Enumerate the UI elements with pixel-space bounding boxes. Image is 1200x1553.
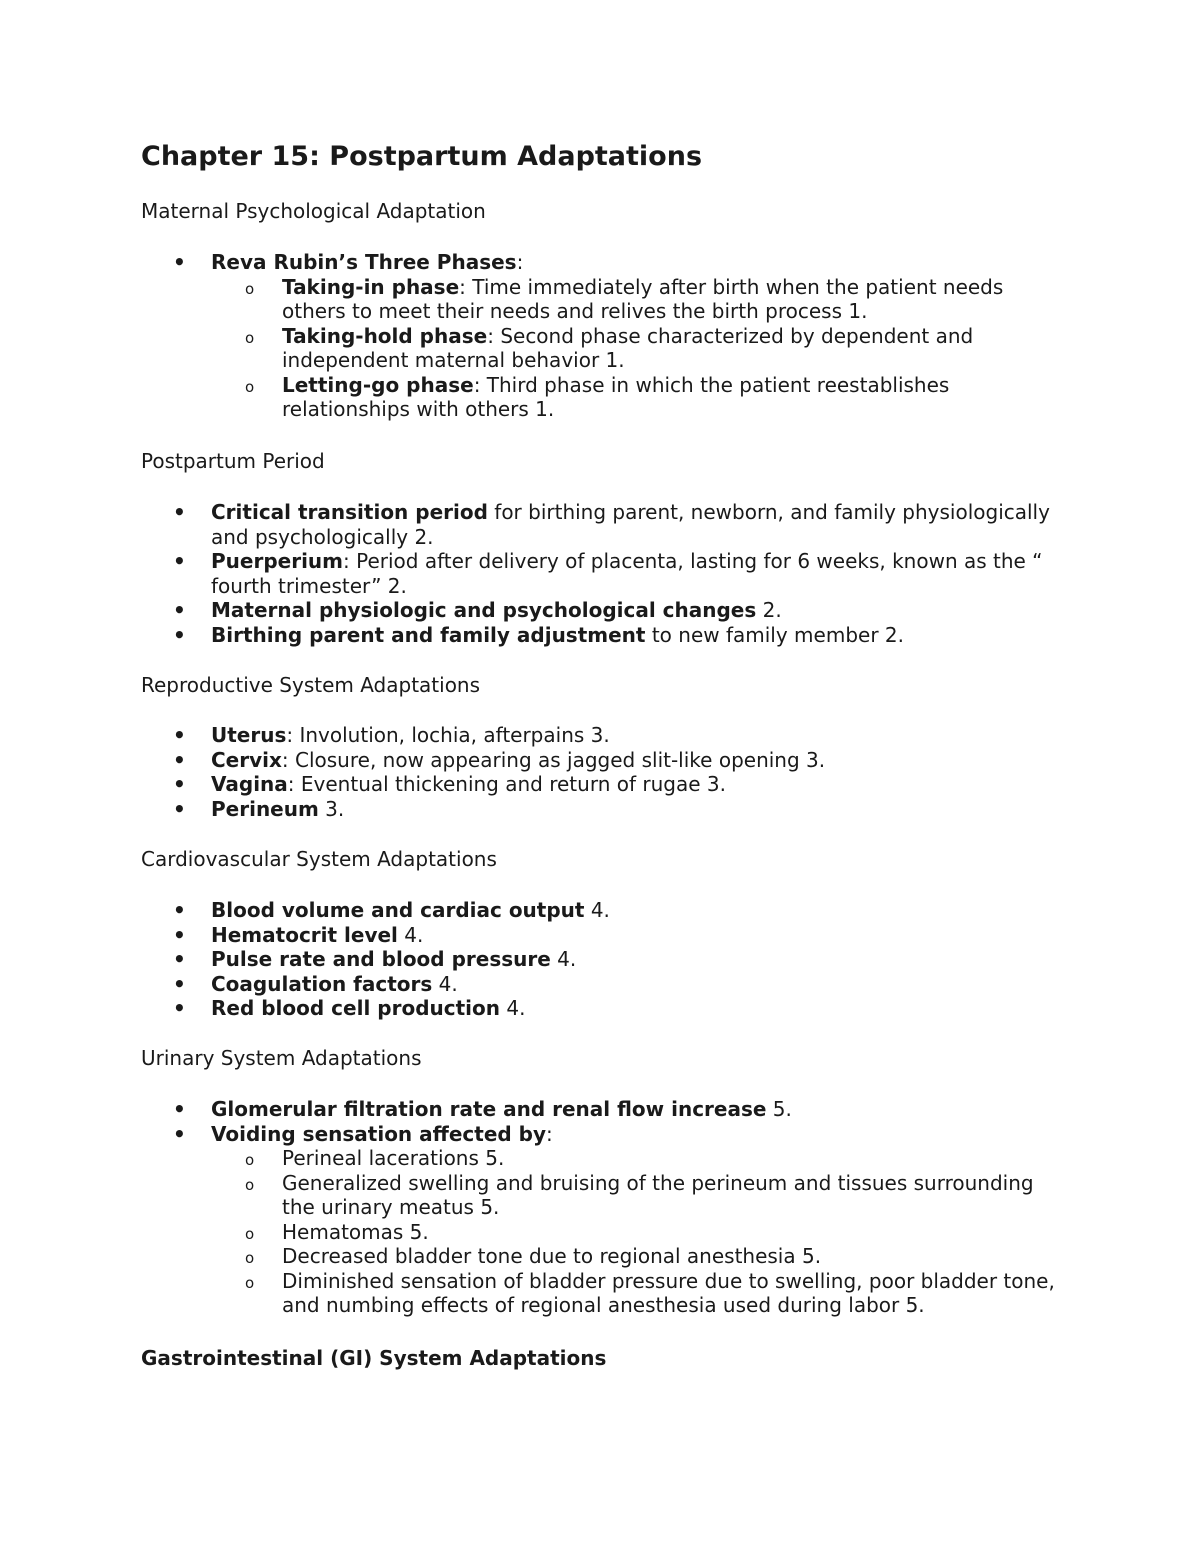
item-text: : Period after delivery of placenta, lasting for 6 weeks, known as the “ fourth trimester” 2. xyxy=(211,549,1043,598)
list-item xyxy=(141,723,1071,748)
list-item xyxy=(141,923,1071,948)
item-bold: Uterus xyxy=(211,723,287,747)
item-text: 4. xyxy=(432,971,458,996)
item-bold: Maternal physiologic and psychological changes xyxy=(211,598,757,622)
item-text: : Second phase characterized by dependent and independent maternal behavior 1. xyxy=(282,323,974,372)
item-bold: Reva Rubin’s Three Phases xyxy=(211,250,517,274)
item-bold: Critical transition period xyxy=(211,500,488,524)
item-text: : Time immediately after birth when the patient needs others to meet their needs and relives the birth process 1. xyxy=(282,274,1004,323)
item-text: : xyxy=(516,250,524,274)
section-heading-postpartum: Postpartum Period xyxy=(141,449,325,473)
list-item xyxy=(141,250,1071,422)
list-item xyxy=(141,1122,1071,1318)
list-item xyxy=(141,996,1071,1021)
sublist-item: o Hematomas 5. xyxy=(211,1220,1071,1245)
page-title: Chapter 15: Postpartum Adaptations xyxy=(141,141,703,172)
sublist-item: o Perineal lacerations 5. xyxy=(211,1146,1071,1171)
item-bold: Birthing parent and family adjustment xyxy=(211,622,646,647)
item-text: 2. xyxy=(756,598,782,622)
sublist-item xyxy=(211,373,1071,422)
sublist-item: o Generalized swelling and bruising of the perineum and tissues surrounding the urinary meatus 5. xyxy=(211,1171,1071,1220)
postpartum-list xyxy=(141,500,1071,647)
section-heading-reproductive: Reproductive System Adaptations xyxy=(141,673,481,697)
list-item xyxy=(141,748,1071,773)
list-item xyxy=(141,500,1071,549)
item-text: : xyxy=(546,1121,553,1146)
cardio-list xyxy=(141,898,1071,1021)
item-bold: Letting-go phase xyxy=(282,372,474,397)
item-text: for birthing parent, newborn, and family physiologically and psychologically 2. xyxy=(211,500,1050,549)
section-heading-urinary: Urinary System Adaptations xyxy=(141,1046,422,1070)
sublist-item: o Decreased bladder tone due to regional anesthesia 5. xyxy=(211,1244,1071,1269)
item-bold: Taking-hold phase xyxy=(282,323,488,348)
item-bold: Coagulation factors xyxy=(211,971,433,996)
item-text: 3. xyxy=(318,796,345,821)
voiding-sublist xyxy=(211,1146,1071,1318)
item-bold: Perineum xyxy=(211,796,319,821)
item-bold: Voiding sensation affected by xyxy=(211,1121,547,1146)
item-text: 4. xyxy=(550,947,577,971)
item-bold: Taking-in phase xyxy=(282,274,460,299)
item-text: 4. xyxy=(500,996,526,1020)
list-item xyxy=(141,598,1071,623)
item-text: to new family member 2. xyxy=(645,622,904,647)
list-item xyxy=(141,772,1071,797)
section-heading-cardio: Cardiovascular System Adaptations xyxy=(141,847,497,871)
item-text: 4. xyxy=(584,898,610,922)
list-item xyxy=(141,972,1071,997)
item-text: : Closure, now appearing as jagged slit-like opening 3. xyxy=(281,747,826,772)
urinary-list xyxy=(141,1097,1071,1318)
list-item xyxy=(141,898,1071,923)
sublist-item xyxy=(211,275,1071,324)
item-text: : Third phase in which the patient reestablishes relationships with others 1. xyxy=(282,372,950,421)
sublist-item xyxy=(211,324,1071,373)
section-heading-psych: Maternal Psychological Adaptation xyxy=(141,199,486,223)
item-text: : Eventual thickening and return of rugae 3. xyxy=(287,772,726,796)
list-item xyxy=(141,947,1071,972)
item-bold: Cervix xyxy=(211,747,282,772)
section-heading-gi: Gastrointestinal (GI) System Adaptations xyxy=(141,1346,607,1370)
item-bold: Blood volume and cardiac output xyxy=(211,898,585,922)
item-bold: Red blood cell production xyxy=(211,996,500,1020)
list-item xyxy=(141,623,1071,648)
item-bold: Glomerular filtration rate and renal flow increase xyxy=(211,1097,767,1121)
phases-sublist xyxy=(211,275,1071,422)
item-bold: Hematocrit level xyxy=(211,922,398,947)
item-bold: Puerperium xyxy=(211,549,344,573)
item-text: 4. xyxy=(397,922,424,947)
reproductive-list xyxy=(141,723,1071,821)
item-bold: Vagina xyxy=(211,772,288,796)
list-item xyxy=(141,549,1071,598)
item-text: : Involution, lochia, afterpains 3. xyxy=(286,723,610,747)
item-bold: Pulse rate and blood pressure xyxy=(211,947,551,971)
sublist-item: o Diminished sensation of bladder pressure due to swelling, poor bladder tone, and numbing effects of regional anesthesia used during labor 5. xyxy=(211,1269,1071,1318)
item-text: 5. xyxy=(766,1097,792,1121)
list-item xyxy=(141,1097,1071,1122)
psych-list xyxy=(141,250,1071,422)
list-item xyxy=(141,797,1071,822)
